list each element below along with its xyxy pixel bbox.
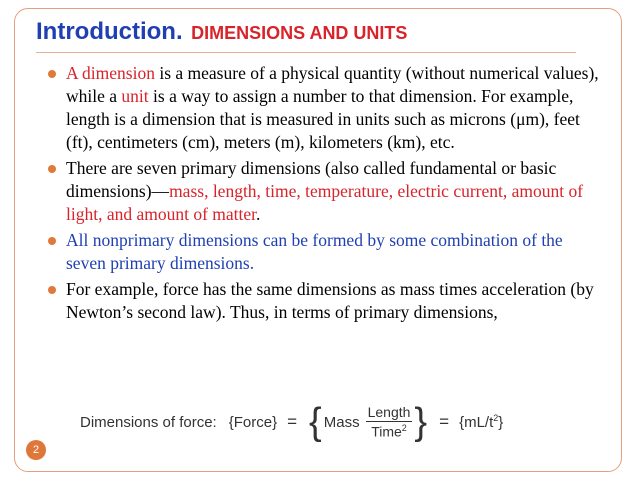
bullet-dot-icon xyxy=(48,165,56,173)
bullet-text: is a way to assign a number to that dimension. For example, length is a dimension that is measured in units such as microns (μm), feet (ft), centimeters (cm), meters (m), kilometers (km), etc. xyxy=(66,86,580,152)
bullet-text: . xyxy=(256,204,261,224)
primary-dimensions-list: mass, length, time, temperature, electric current, amount of light, and amount of matter xyxy=(66,181,584,224)
term-dimension: A dimension xyxy=(66,63,155,83)
left-brace: { xyxy=(309,401,322,443)
title-divider xyxy=(36,52,576,53)
force-dimension-formula xyxy=(80,398,550,446)
formula-equals: = xyxy=(439,412,450,431)
bullet-dot-icon xyxy=(48,237,56,245)
bullet-item-dimension-definition xyxy=(46,62,606,154)
formula-rhs: $\{mL/t^2\}$ xyxy=(459,413,504,431)
bullet-text: is a measure of a physical quantity (without numerical values), while a xyxy=(66,63,599,106)
fraction-denominator: Time$^2$ xyxy=(371,423,407,440)
formula-equals: = xyxy=(287,412,298,431)
formula-label: Dimensions of force: xyxy=(80,413,217,431)
bullet-item-primary-dimensions xyxy=(46,157,606,226)
formula-lhs: {Force} xyxy=(228,413,278,431)
bullet-dot-icon xyxy=(48,286,56,294)
slide-title xyxy=(36,18,407,46)
bullet-text: There are seven primary dimensions (also called fundamental or basic dimensions)— xyxy=(66,158,557,201)
bullet-item-nonprimary xyxy=(46,229,606,275)
formula-mass: Mass xyxy=(323,413,360,431)
term-unit: unit xyxy=(121,86,149,106)
fraction xyxy=(366,404,413,440)
fraction-numerator: Length xyxy=(367,404,411,421)
bullet-text: For example, force has the same dimensions as mass times acceleration (by Newton’s second law). Thus, in terms of primary dimensions, xyxy=(66,279,594,322)
bullet-text: All nonprimary dimensions can be formed by some combination of the seven primary dimensions. xyxy=(66,230,563,273)
bullet-dot-icon xyxy=(48,70,56,78)
bullet-list xyxy=(46,62,606,327)
title-subtitle: DIMENSIONS AND UNITS xyxy=(191,23,408,43)
bullet-item-force-example xyxy=(46,278,606,324)
title-main: Introduction. xyxy=(36,18,183,45)
right-brace: } xyxy=(414,401,428,443)
page-number-badge: 2 xyxy=(26,440,46,460)
